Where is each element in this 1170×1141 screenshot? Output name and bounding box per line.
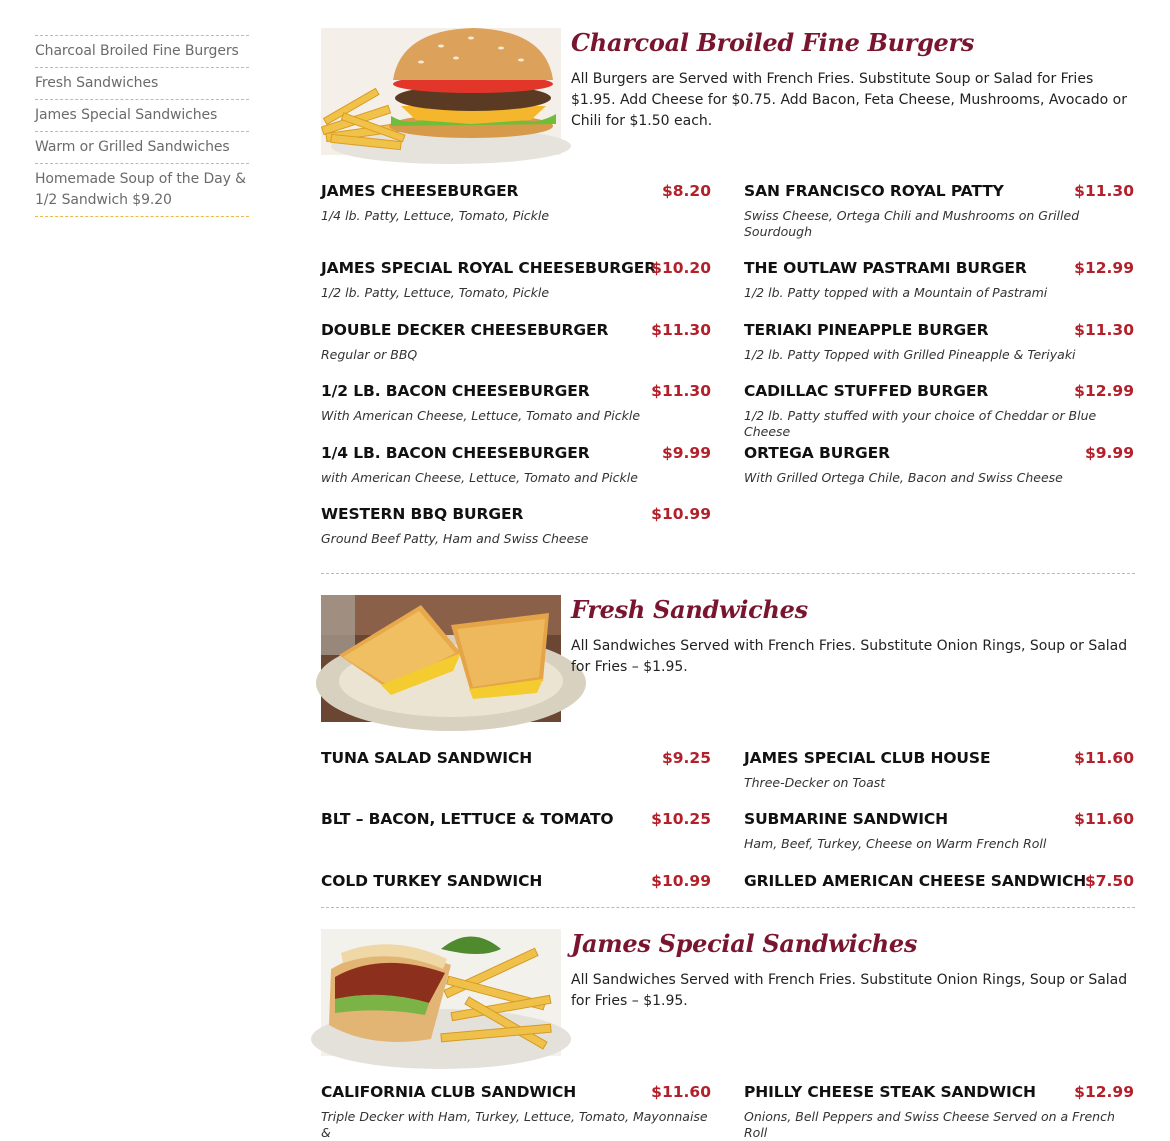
item-name: JAMES SPECIAL ROYAL CHEESEBURGER [321, 259, 657, 277]
sidebar-item-james-special-sandwiches[interactable]: James Special Sandwiches [35, 100, 249, 132]
item-price: $7.50 [1084, 872, 1134, 890]
sidebar-item-warm-grilled-sandwiches[interactable]: Warm or Grilled Sandwiches [35, 132, 249, 164]
item-description: With Grilled Ortega Chile, Bacon and Swiss Cheese [744, 470, 1063, 485]
section-title: Fresh Sandwiches [571, 595, 808, 624]
item-name: BLT – BACON, LETTUCE & TOMATO [321, 810, 614, 828]
item-description: Swiss Cheese, Ortega Chili and Mushrooms on Grilled Sourdough [744, 208, 1080, 239]
item-price: $10.99 [651, 872, 711, 890]
item-name: THE OUTLAW PASTRAMI BURGER [744, 259, 1027, 277]
section-description: All Sandwiches Served with French Fries. Substitute Onion Rings, Soup or Salad for Fries – $1.95. [571, 638, 1128, 675]
item-price: $12.99 [1074, 1083, 1134, 1101]
item-price: $10.99 [651, 505, 711, 523]
grilled-cheese-photo [321, 595, 561, 722]
item-name: PHILLY CHEESE STEAK SANDWICH [744, 1083, 1036, 1101]
item-name: 1/2 LB. BACON CHEESEBURGER [321, 382, 590, 400]
item-name: JAMES CHEESEBURGER [321, 182, 519, 200]
category-sidebar [35, 35, 249, 217]
item-name: GRILLED AMERICAN CHEESE SANDWICH [744, 872, 1087, 890]
item-description: Three-Decker on Toast [744, 775, 886, 790]
item-name: CALIFORNIA CLUB SANDWICH [321, 1083, 577, 1101]
section-divider [321, 573, 1135, 574]
item-name: SAN FRANCISCO ROYAL PATTY [744, 182, 1004, 200]
item-name: TERIAKI PINEAPPLE BURGER [744, 321, 989, 339]
item-price: $11.30 [651, 321, 711, 339]
item-price: $12.99 [1074, 259, 1134, 277]
item-price: $12.99 [1074, 382, 1134, 400]
item-description: With American Cheese, Lettuce, Tomato and Pickle [321, 408, 641, 423]
item-price: $8.20 [661, 182, 711, 200]
item-price: $9.99 [661, 444, 711, 462]
section-description: All Burgers are Served with French Fries. Substitute Soup or Salad for Fries $1.95. Add Cheese for $0.75. Add Bacon, Feta Cheese, Mushrooms, Avocado or Chili for $1.50 each. [571, 71, 1127, 129]
section-title: James Special Sandwiches [571, 929, 918, 958]
item-price: $10.20 [651, 259, 711, 277]
item-description: 1/2 lb. Patty topped with a Mountain of Pastrami [744, 285, 1048, 300]
item-price: $11.60 [651, 1083, 711, 1101]
item-description: Regular or BBQ [321, 347, 418, 362]
item-description: 1/2 lb. Patty Topped with Grilled Pineapple & Teriyaki [744, 347, 1076, 362]
item-name: CADILLAC STUFFED BURGER [744, 382, 989, 400]
item-name: ORTEGA BURGER [744, 444, 890, 462]
item-description: Ground Beef Patty, Ham and Swiss Cheese [321, 531, 589, 546]
item-price: $11.60 [1074, 810, 1134, 828]
item-name: TUNA SALAD SANDWICH [321, 749, 533, 767]
sidebar-item-fresh-sandwiches[interactable]: Fresh Sandwiches [35, 68, 249, 100]
item-description: 1/2 lb. Patty stuffed with your choice of Cheddar or Blue Cheese [744, 408, 1097, 439]
item-description: 1/4 lb. Patty, Lettuce, Tomato, Pickle [321, 208, 550, 223]
sidebar-item-burgers[interactable]: Charcoal Broiled Fine Burgers [35, 36, 249, 68]
sidebar-item-soup-half-sandwich[interactable]: Homemade Soup of the Day & 1/2 Sandwich $9.20 [35, 164, 249, 217]
item-description: 1/2 lb. Patty, Lettuce, Tomato, Pickle [321, 285, 550, 300]
item-price: $9.25 [661, 749, 711, 767]
item-price: $9.99 [1084, 444, 1134, 462]
item-price: $11.30 [1074, 182, 1134, 200]
item-name: 1/4 LB. BACON CHEESEBURGER [321, 444, 590, 462]
item-name: COLD TURKEY SANDWICH [321, 872, 543, 890]
item-description: with American Cheese, Lettuce, Tomato and Pickle [321, 470, 638, 485]
club-sandwich-photo [321, 929, 561, 1056]
item-price: $11.60 [1074, 749, 1134, 767]
item-price: $10.25 [651, 810, 711, 828]
menu-section-james-special-sandwiches [321, 929, 1135, 1140]
item-name: DOUBLE DECKER CHEESEBURGER [321, 321, 609, 339]
section-description: All Sandwiches Served with French Fries. Substitute Onion Rings, Soup or Salad for Fries – $1.95. [571, 972, 1128, 1009]
item-description: Onions, Bell Peppers and Swiss Cheese Served on a French Roll [744, 1109, 1115, 1140]
section-divider [321, 907, 1135, 908]
section-title: Charcoal Broiled Fine Burgers [571, 28, 975, 57]
item-name: WESTERN BBQ BURGER [321, 505, 524, 523]
item-description: Ham, Beef, Turkey, Cheese on Warm French Roll [744, 836, 1047, 851]
burger-photo [321, 28, 561, 155]
menu-section-fresh-sandwiches [321, 595, 1135, 890]
item-description: Triple Decker with Ham, Turkey, Lettuce, Tomato, Mayonnaise & [321, 1109, 708, 1140]
item-name: JAMES SPECIAL CLUB HOUSE [744, 749, 991, 767]
item-price: $11.30 [1074, 321, 1134, 339]
item-price: $11.30 [651, 382, 711, 400]
menu-section-burgers [321, 28, 1135, 546]
item-name: SUBMARINE SANDWICH [744, 810, 949, 828]
